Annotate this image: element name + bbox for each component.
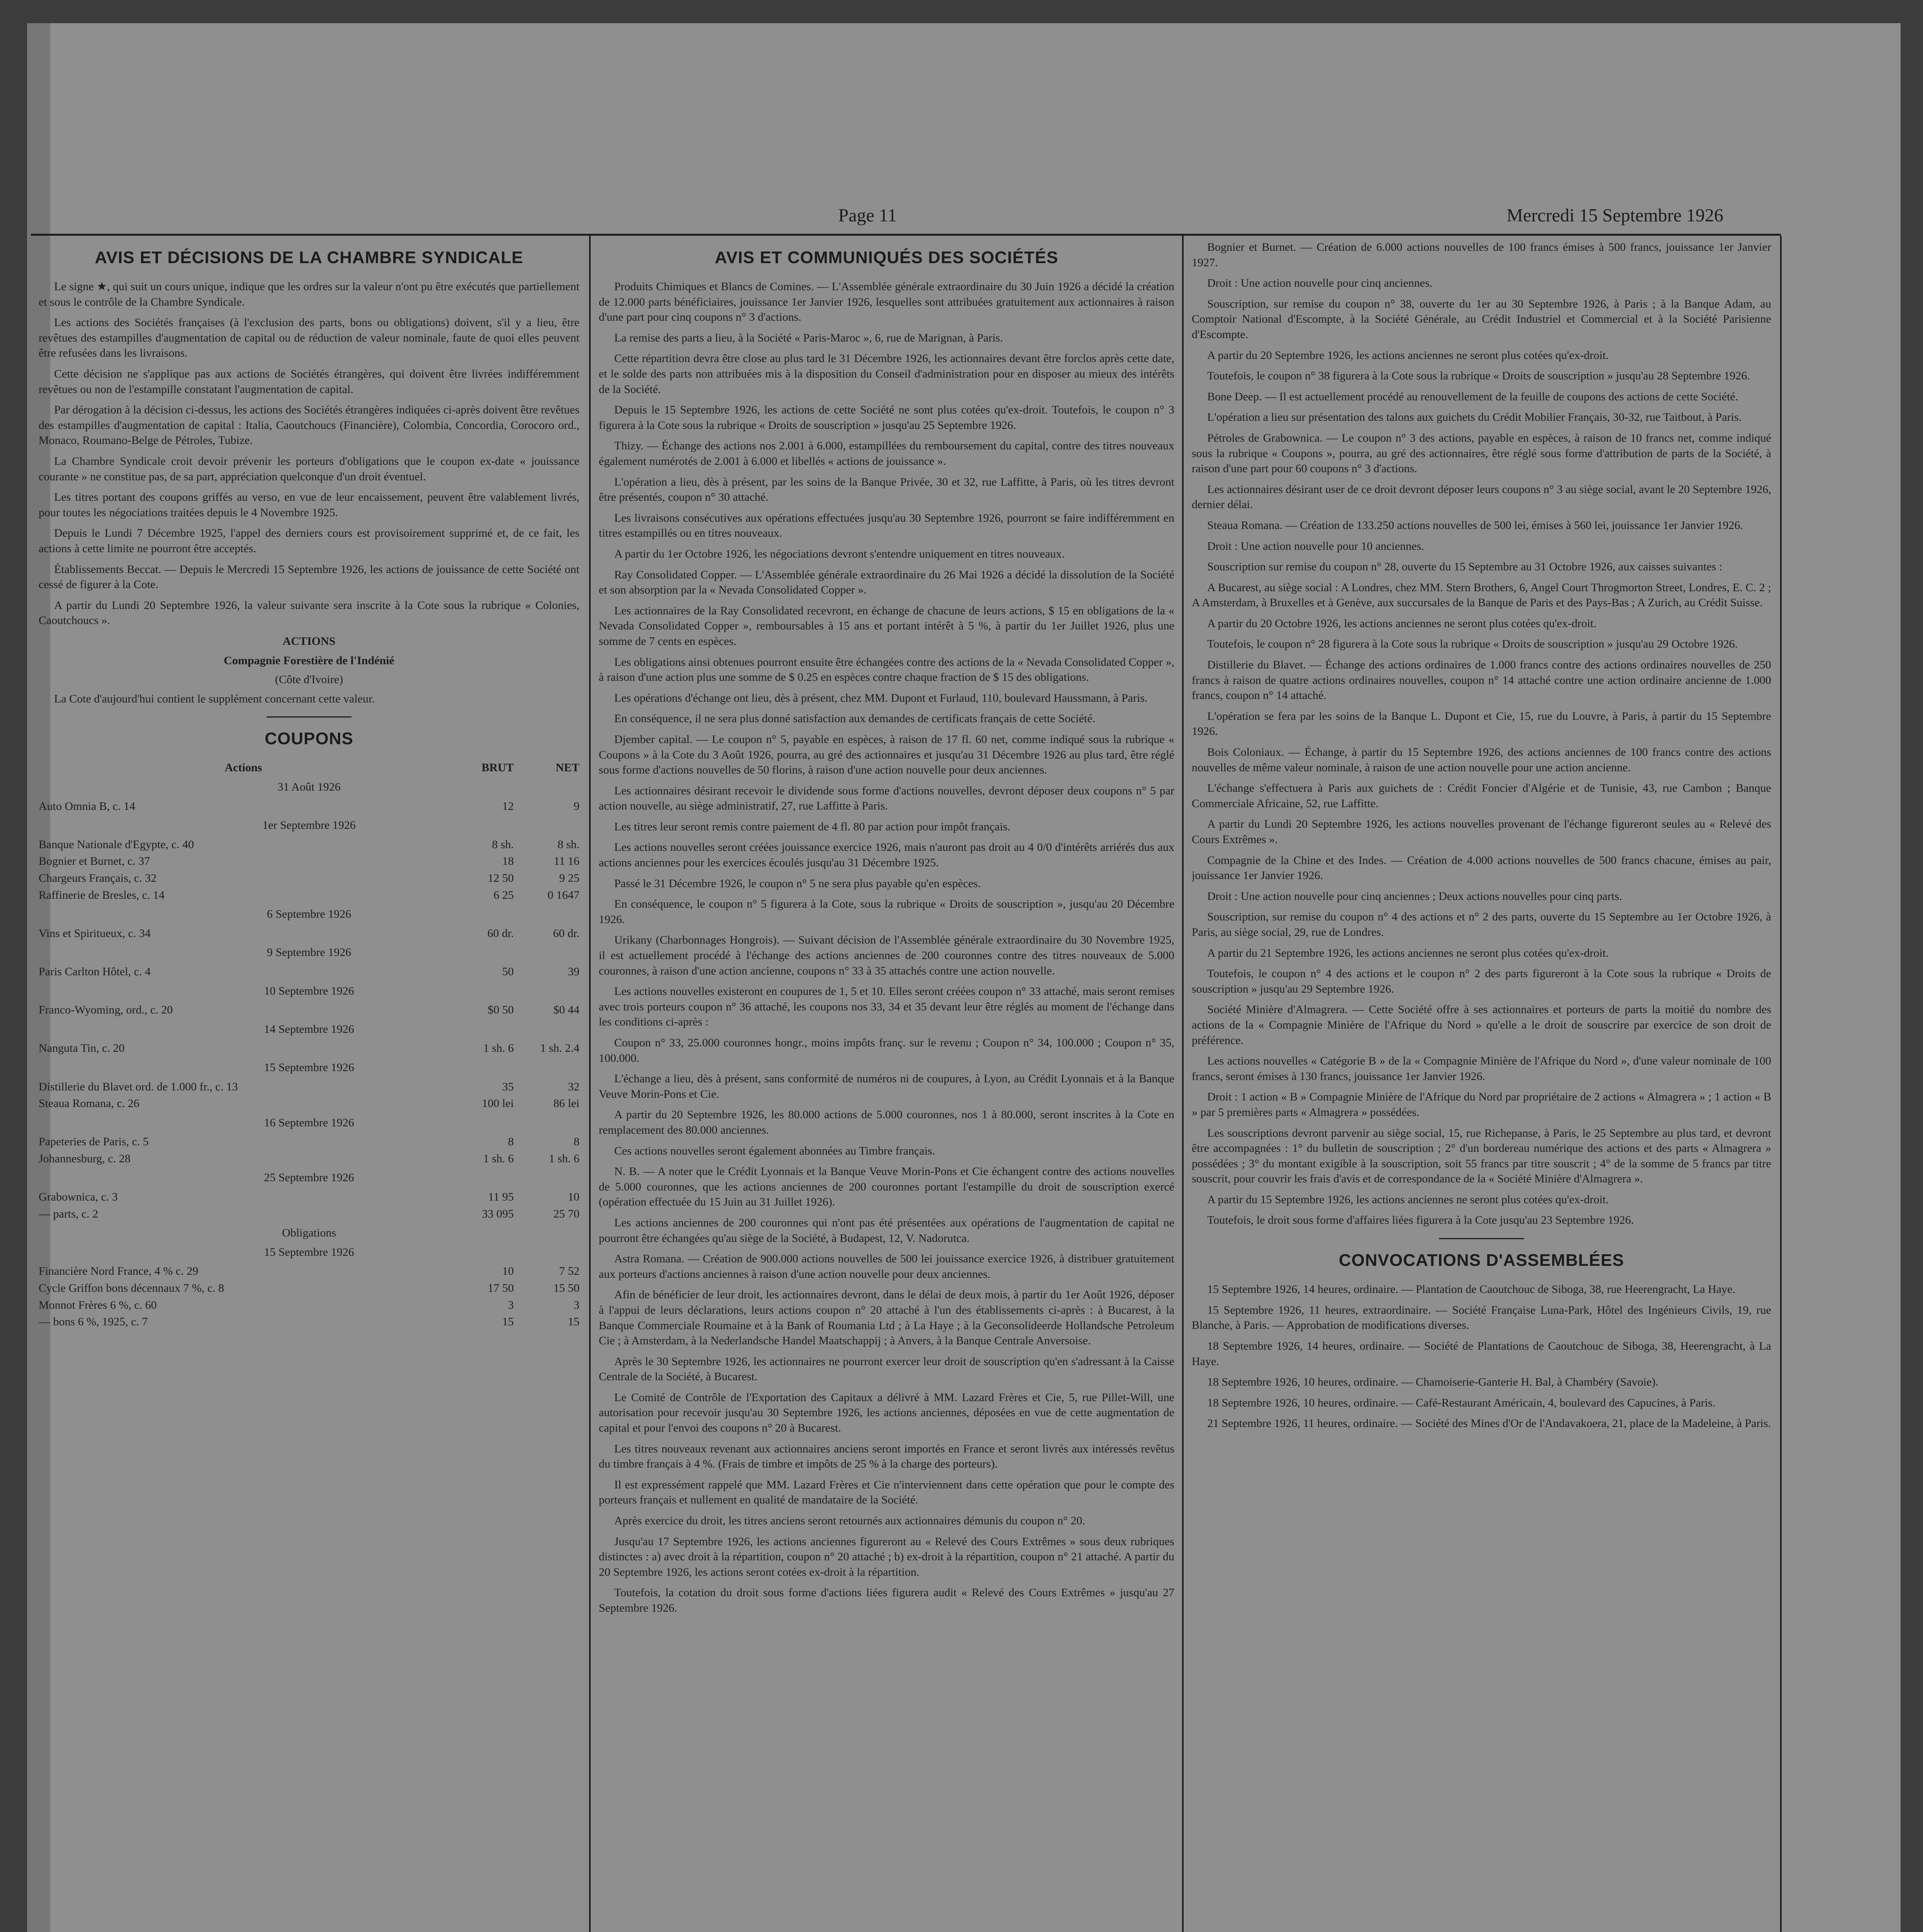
coupons-date-heading: 9 Septembre 1926 bbox=[267, 946, 352, 959]
paragraph: Les actionnaires de la Ray Consolidated recevront, en échange de chacune de leurs actions, $ 15 en obligations de la « Nevada Consolidated Copper », remboursables à 15 ans et portant intérêt à 5 %, à partir du 1er Juillet 1926, plus une somme de 7 cents en espèces. bbox=[599, 604, 1174, 648]
paragraph: A partir du 21 Septembre 1926, les actions anciennes ne seront plus cotées qu'ex-droit. bbox=[1207, 946, 1609, 959]
paragraph: A partir du 20 Septembre 1926, les 80.000 actions de 5.000 couronnes, nos 1 à 80.000, seront inscrites à la Cote en remplacement des 80.000 anciennes. bbox=[599, 1108, 1174, 1136]
paragraph: Passé le 31 Décembre 1926, le coupon n° 5 ne sera plus payable qu'en espèces. bbox=[614, 877, 981, 890]
paragraph: A Bucarest, au siège social : A Londres, chez MM. Stern Brothers, 6, Angel Court Throgmorton Street, Londres, E. C. 2 ; A Amsterdam, à Bruxelles et à Genève, aux succursales de la Banque de Paris et des Pays-Bas ; A Zurich, au Crédit Suisse. bbox=[1192, 581, 1771, 609]
coupon-brut: 17 50 bbox=[488, 1282, 514, 1295]
paragraph: Thizy. — Échange des actions nos 2.001 à 6.000, estampillées du remboursement du capital, contre des titres nouveaux également numérotés de 2.001 à 6.000 et libellés « actions de jouissance ». bbox=[599, 439, 1174, 468]
coupon-label: Banque Nationale d'Egypte, c. 40 bbox=[39, 838, 194, 851]
coupons-date-heading: 16 Septembre 1926 bbox=[264, 1116, 354, 1129]
paragraph: A partir du 20 Septembre 1926, les actions anciennes ne seront plus cotées qu'ex-droit. bbox=[1207, 349, 1609, 362]
coupon-brut: 35 bbox=[502, 1080, 514, 1093]
coupon-net: 0 1647 bbox=[547, 888, 579, 901]
paragraph: Toutefois, le coupon n° 28 figurera à la Cote sous la rubrique « Droits de souscription » jusqu'au 29 Octobre 1926. bbox=[1207, 638, 1738, 651]
paragraph: L'échange s'effectuera à Paris aux guichets de : Crédit Foncier d'Algérie et de Tunisie, 43, rue Cambon ; Banque Commerciale Africaine, 52, rue Laffitte. bbox=[1192, 782, 1771, 810]
paragraph: Établissements Beccat. — Depuis le Mercredi 15 Septembre 1926, les actions de jouissance de cette Société ont cessé de figurer à la Cote. bbox=[39, 563, 579, 591]
coupon-label: Papeteries de Paris, c. 5 bbox=[39, 1135, 149, 1148]
paragraph: Bognier et Burnet. — Création de 6.000 actions nouvelles de 100 francs émises à 500 francs, jouissance 1er Janvier 1927. bbox=[1192, 241, 1771, 269]
paragraph: Afin de bénéficier de leur droit, les actionnaires devront, dans le délai de deux mois, à partir du 1er Août 1926, déposer à l'appui de leurs déclarations, leurs actions coupon n° 20 attaché à l'un des établissements ci-après : à Bucarest, à la Banque Commerciale Roumaine et à la Bank of Roumania Ltd ; à La Haye ; à la Geconsolideerde Hollandsche Petroleum Cie ; à Amsterdam, à la Nederlandsche Handel Maatschappij ; à Anvers, à la Banque Centrale Anversoise. bbox=[599, 1288, 1174, 1347]
paragraph: Les actions nouvelles existeront en coupures de 1, 5 et 10. Elles seront créées coupon n° 33 attaché, mais seront remises avec trois porteurs coupon n° 36 attaché, les coupons nos 33, 34 et 35 devant leur être réglés au moment de l'échange dans les conditions ci-après : bbox=[599, 985, 1174, 1029]
coupons-list bbox=[39, 779, 579, 1330]
coupon-row bbox=[39, 1096, 579, 1111]
paragraph: Droit : Une action nouvelle pour 10 anciennes. bbox=[1207, 539, 1424, 553]
paragraph: Depuis le Lundi 7 Décembre 1925, l'appel des derniers cours est provisoirement supprimé et, de ce fait, les actions à cette limite ne pourront être acceptés. bbox=[39, 527, 579, 555]
coupon-label: Bognier et Burnet, c. 37 bbox=[39, 855, 150, 868]
coupon-net: 9 bbox=[574, 799, 579, 813]
coupon-label: Nanguta Tin, c. 20 bbox=[39, 1042, 125, 1055]
coupon-brut: 100 lei bbox=[482, 1097, 514, 1110]
paragraph: Les livraisons consécutives aux opérations effectuées jusqu'au 30 Septembre 1926, pourront se faire indifféremment en titres estampillés ou en titres nouveaux. bbox=[599, 511, 1174, 540]
paragraph: Droit : Une action nouvelle pour cinq anciennes ; Deux actions nouvelles pour cinq parts. bbox=[1207, 889, 1622, 903]
coupon-row bbox=[39, 1002, 579, 1018]
coupon-net: 32 bbox=[568, 1080, 579, 1093]
coupon-row bbox=[39, 1041, 579, 1056]
coupon-net: 1 sh. 6 bbox=[549, 1152, 579, 1165]
paragraph: L'opération a lieu, dès à présent, par les soins de la Banque Privée, 30 et 32, rue Laffitte, à Paris, où les titres devront être présentés, coupon n° 30 attaché. bbox=[599, 475, 1174, 504]
coupons-date-heading: 15 Septembre 1926 bbox=[264, 1061, 354, 1074]
page-number: Page 11 bbox=[838, 205, 897, 226]
paragraph: Les actions des Sociétés françaises (à l'exclusion des parts, bons ou obligations) doivent, s'il y a lieu, être revêtues des estampilles d'augmentation de capital ou de réduction de valeur nominale, faute de quoi elles peuvent être refusées dans les livraisons. bbox=[39, 316, 579, 360]
communiques-paragraphs bbox=[599, 279, 1174, 1616]
coupons-date-heading: Obligations bbox=[282, 1226, 336, 1240]
coupon-brut: 10 bbox=[502, 1265, 514, 1278]
paragraph: Droit : 1 action « B » Compagnie Minière de l'Afrique du Nord par propriétaire de 2 actions « Almagrera » ; 1 action « B » par 5 premières parts « Almagrera » possédées. bbox=[1192, 1090, 1771, 1119]
coupons-date-heading: 10 Septembre 1926 bbox=[264, 984, 354, 997]
paragraph: Société Minière d'Almagrera. — Cette Société offre à ses actionnaires et porteurs de parts la moitié du nombre des actions de la « Compagnie Minière de l'Afrique du Nord » qu'elle a le droit de souscrire par exercice de son droit de préférence. bbox=[1192, 1003, 1771, 1047]
paragraph: En conséquence, le coupon n° 5 figurera à la Cote, sous la rubrique « Droits de souscription », jusqu'au 20 Décembre 1926. bbox=[599, 898, 1174, 926]
coupon-brut: 60 dr. bbox=[487, 927, 514, 940]
paragraph: Les actionnaires désirant user de ce droit devront déposer leurs coupons n° 3 au siège social, avant le 20 Septembre 1926, dernier délai. bbox=[1192, 483, 1771, 511]
coupon-net: 25 70 bbox=[553, 1207, 579, 1220]
paragraph: Il est expressément rappelé que MM. Lazard Frères et Cie n'interviennent dans cette opération que pour le compte des porteurs français et nullement en qualité de mandataire de la Société. bbox=[599, 1478, 1174, 1507]
coupons-header bbox=[39, 760, 579, 776]
coupon-brut: 12 50 bbox=[488, 871, 514, 884]
coupon-brut: 3 bbox=[508, 1298, 514, 1311]
paragraph: Les obligations ainsi obtenues pourront ensuite être échangées contre des actions de la « Nevada Consolidated Copper », à raison d'une action plus une somme de $ 0.25 en espèces contre chaque fraction de $ 15 des obligations. bbox=[599, 655, 1174, 684]
coupon-row bbox=[39, 1134, 579, 1150]
paragraph: Toutefois, la cotation du droit sous forme d'actions liées figurera audit « Relevé des Cours Extrêmes » jusqu'au 27 Septembre 1926. bbox=[599, 1586, 1174, 1615]
paragraph: 18 Septembre 1926, 14 heures, ordinaire. — Société de Plantations de Caoutchouc de Siboga, 38, Heerengracht, à La Haye. bbox=[1192, 1339, 1771, 1368]
paragraph: Cette décision ne s'applique pas aux actions de Sociétés étrangères, qui doivent être livrées indifféremment revêtues ou non de l'estampille constatant l'augmentation de capital. bbox=[39, 367, 579, 396]
paragraph: 18 Septembre 1926, 10 heures, ordinaire. — Chamoiserie-Ganterie H. Bal, à Chambéry (Savoie). bbox=[1207, 1376, 1658, 1389]
paragraph: Les actions anciennes de 200 couronnes qui n'ont pas été présentées aux opérations de l'augmentation de capital ne pourront être échangées qu'au siège de la Société, à Budapest, 12, V. Nadorutca. bbox=[599, 1216, 1174, 1245]
paragraph: Urikany (Charbonnages Hongrois). — Suivant décision de l'Assemblée générale extraordinaire du 30 Novembre 1925, il est actuellement procédé à l'échange des actions anciennes de 200 couronnes contre des titres nouveaux de 5.000 couronnes, à raison d'une action ancienne, coupons n° 33 à 35 attachés contre une action nouvelle. bbox=[599, 934, 1174, 977]
coupon-label: Johannesburg, c. 28 bbox=[39, 1152, 131, 1165]
paragraph: Ray Consolidated Copper. — L'Assemblée générale extraordinaire du 26 Mai 1926 a décidé la dissolution de la Société et son absorption par la « Nevada Consolidated Copper ». bbox=[599, 568, 1174, 597]
paragraph: Toutefois, le coupon n° 4 des actions et le coupon n° 2 des parts figureront à la Cote sous la rubrique « Droits de souscription » jusqu'au 29 Septembre 1926. bbox=[1192, 967, 1771, 995]
newspaper-page bbox=[27, 23, 1901, 1932]
paragraph: Souscription, sur remise du coupon n° 4 des actions et n° 2 des parts, ouverte du 15 Septembre au 1er Octobre 1926, à Paris, au siège social, 29, rue de Londres. bbox=[1192, 910, 1771, 939]
actions-label: ACTIONS bbox=[282, 634, 336, 648]
coupons-col-brut: BRUT bbox=[481, 761, 514, 774]
paragraph: 15 Septembre 1926, 14 heures, ordinaire. — Plantation de Caoutchouc de Siboga, 38, rue Heerengracht, La Haye. bbox=[1207, 1283, 1736, 1296]
separator bbox=[1439, 1238, 1524, 1239]
coupon-label: Auto Omnia B, c. 14 bbox=[39, 799, 135, 813]
column-rule-1 bbox=[589, 236, 591, 1932]
paragraph: Les actionnaires désirant recevoir le dividende sous forme d'actions nouvelles, devront déposer deux coupons n° 5 par action nouvelle, au siège administratif, 27, rue Laffitte à Paris. bbox=[599, 784, 1174, 813]
paragraph: Bois Coloniaux. — Échange, à partir du 15 Septembre 1926, des actions anciennes de 100 francs contre des actions nouvelles de même valeur nominale, à raison de une action nouvelle pour une action ancienne. bbox=[1192, 746, 1771, 774]
coupon-net: 9 25 bbox=[559, 871, 579, 884]
convocations-title: CONVOCATIONS D'ASSEMBLÉES bbox=[1339, 1251, 1624, 1270]
coupon-label: Raffinerie de Bresles, c. 14 bbox=[39, 888, 165, 901]
coupon-row bbox=[39, 888, 579, 903]
coupon-row bbox=[39, 837, 579, 852]
coupon-net: 7 52 bbox=[559, 1265, 579, 1278]
paragraph: Les actions nouvelles « Catégorie B » de la « Compagnie Minière de l'Afrique du Nord », d'une valeur nominale de 100 francs, seront émises à 130 francs, jouissance 1er Janvier 1926. bbox=[1192, 1054, 1771, 1083]
coupon-brut: 18 bbox=[502, 855, 514, 868]
coupon-net: 60 dr. bbox=[553, 927, 579, 940]
coupon-label: Steaua Romana, c. 26 bbox=[39, 1097, 139, 1110]
coupon-net: $0 44 bbox=[553, 1003, 579, 1017]
paragraph: Souscription, sur remise du coupon n° 38, ouverte du 1er au 30 Septembre 1926, à Paris ; à la Banque Adam, au Comptoir National d'Escompte, à la Société Générale, au Crédit Industriel et Commercial et à la Société Parisienne d'Escompte. bbox=[1192, 297, 1771, 341]
societes-column-right bbox=[1192, 240, 1771, 1932]
top-rule bbox=[31, 234, 1781, 236]
coupons-col-net: NET bbox=[555, 761, 579, 774]
paragraph: Les actions nouvelles seront créées jouissance exercice 1926, mais n'auront pas droit au 4 0/0 d'intérêts arriérés dus aux actions anciennes pour les exercices écoulés jusqu'au 31 Décembre 1925. bbox=[599, 841, 1174, 869]
chambre-syndicale-column bbox=[39, 240, 579, 1932]
coupon-net: 15 50 bbox=[553, 1282, 579, 1295]
coupon-brut: 1 sh. 6 bbox=[483, 1152, 514, 1165]
communiques-title: AVIS ET COMMUNIQUÉS DES SOCIÉTÉS bbox=[715, 248, 1058, 267]
coupons-date-heading: 31 Août 1926 bbox=[277, 781, 341, 793]
coupon-label: Vins et Spiritueux, c. 34 bbox=[39, 927, 151, 940]
coupon-brut: 50 bbox=[502, 965, 514, 978]
coupon-row bbox=[39, 854, 579, 869]
coupon-row bbox=[39, 1206, 579, 1222]
paragraph: Produits Chimiques et Blancs de Comines. — L'Assemblée générale extraordinaire du 30 Juin 1926 a décidé la création de 12.000 parts bénéficiaires, jouissance 1er Janvier 1926, lesquelles sont attribuées gratuitement aux actionnaires à raison d'une part pour cinq coupons n° 3 d'actions. bbox=[599, 280, 1174, 324]
coupon-label: — bons 6 %, 1925, c. 7 bbox=[39, 1315, 148, 1328]
coupon-row bbox=[39, 1189, 579, 1205]
coupon-net: 86 lei bbox=[553, 1097, 579, 1110]
coupon-net: 39 bbox=[568, 965, 579, 978]
paragraph: Djember capital. — Le coupon n° 5, payable en espèces, à raison de 17 fl. 60 net, comme indiqué sous la rubrique « Coupons » à la Cote du 3 Août 1926, pourra, au gré des actionnaires et jusqu'au 31 Décembre 1926 au plus tard, être réglé sous forme d'actions nouvelles de 50 florins, à raison d'une action nouvelle pour deux anciennes. bbox=[599, 733, 1174, 777]
paragraph: Ces actions nouvelles seront également abonnées au Timbre français. bbox=[614, 1144, 935, 1157]
paragraph: Les titres portant des coupons griffés au verso, en vue de leur encaissement, peuvent être valablement livrés, pour toutes les négociations traitées depuis le 4 Novembre 1925. bbox=[39, 491, 579, 519]
paragraph: En conséquence, il ne sera plus donné satisfaction aux demandes de certificats français de cette Société. bbox=[614, 712, 1096, 725]
coupons-title: COUPONS bbox=[265, 729, 353, 748]
coupon-brut: 1 sh. 6 bbox=[483, 1042, 514, 1055]
paragraph: Bone Deep. — Il est actuellement procédé au renouvellement de la feuille de coupons des actions de cette Société. bbox=[1207, 390, 1738, 403]
paragraph: La Chambre Syndicale croit devoir prévenir les porteurs d'obligations que le coupon ex-date « jouissance courante » ne constitue pas, de sa part, appréciation quelconque d'un droit éventuel. bbox=[39, 455, 579, 483]
paragraph: Jusqu'au 17 Septembre 1926, les actions anciennes figureront au « Relevé des Cours Extrêmes » sous deux rubriques distinctes : a) avec droit à la répartition, coupon n° 20 attaché ; b) ex-droit à la répartition, coupon n° 21 attaché. A partir du 20 Septembre 1926, les actions seront cotées ex-droit à la répartition. bbox=[599, 1535, 1174, 1578]
coupon-row bbox=[39, 1151, 579, 1167]
coupon-row bbox=[39, 1298, 579, 1313]
coupon-label: Monnot Frères 6 %, c. 60 bbox=[39, 1298, 157, 1311]
page-date: Mercredi 15 Septembre 1926 bbox=[1507, 205, 1724, 226]
chambre-syndicale-title: AVIS ET DÉCISIONS DE LA CHAMBRE SYNDICALE bbox=[95, 248, 523, 267]
paragraph: Astra Romana. — Création de 900.000 actions nouvelles de 500 lei jouissance exercice 1926, à distribuer gratuitement aux porteurs d'actions anciennes à raison d'une action nouvelle pour deux anciennes. bbox=[599, 1252, 1174, 1281]
paragraph: 21 Septembre 1926, 11 heures, ordinaire. — Société des Mines d'Or de l'Andavakoera, 21, place de la Madeleine, à Paris. bbox=[1207, 1417, 1771, 1430]
paragraph: A partir du Lundi 20 Septembre 1926, la valeur suivante sera inscrite à la Cote sous la rubrique « Colonies, Caoutchoucs ». bbox=[39, 599, 579, 627]
coupon-row bbox=[39, 1079, 579, 1095]
paragraph: Souscription sur remise du coupon n° 28, ouverte du 15 Septembre au 31 Octobre 1926, aux caisses suivantes : bbox=[1207, 560, 1723, 573]
paragraph: La remise des parts a lieu, à la Société « Paris-Maroc », 6, rue de Marignan, à Paris. bbox=[614, 331, 1003, 344]
coupon-label: Franco-Wyoming, ord., c. 20 bbox=[39, 1003, 173, 1017]
coupon-row bbox=[39, 1281, 579, 1296]
coupons-date-heading: 6 Septembre 1926 bbox=[267, 908, 352, 921]
coupon-brut: $0 50 bbox=[488, 1003, 514, 1017]
paragraph: A partir du 15 Septembre 1926, les actions anciennes ne seront plus cotées qu'ex-droit. bbox=[1207, 1193, 1609, 1206]
coupon-brut: 11 95 bbox=[488, 1190, 514, 1204]
coupon-label: Financière Nord France, 4 % c. 29 bbox=[39, 1265, 199, 1278]
communiques-column bbox=[599, 240, 1174, 1932]
paragraph: Le signe ★, qui suit un cours unique, indique que les ordres sur la valeur n'ont pu être exécutés que partiellement et sous le contrôle de la Chambre Syndicale. bbox=[39, 280, 579, 308]
coupon-net: 11 16 bbox=[554, 855, 579, 868]
supplement-note: La Cote d'aujourd'hui contient le supplément concernant cette valeur. bbox=[54, 692, 375, 705]
paragraph: Toutefois, le coupon n° 38 figurera à la Cote sous la rubrique « Droits de souscription » jusqu'au 28 Septembre 1926. bbox=[1207, 369, 1750, 383]
coupon-label: Distillerie du Blavet ord. de 1.000 fr., c. 13 bbox=[39, 1080, 238, 1093]
paragraph: A partir du 1er Octobre 1926, les négociations devront s'entendre uniquement en titres nouveaux. bbox=[614, 547, 1065, 560]
paragraph: Cette répartition devra être close au plus tard le 31 Décembre 1926, les actionnaires devant être forclos après cette date, et le solde des parts non attribuées mis à la disposition du Conseil d'administration pour en disposer au mieux des intérêts de la Société. bbox=[599, 352, 1174, 396]
coupon-label: Grabownica, c. 3 bbox=[39, 1190, 118, 1204]
coupon-net: 3 bbox=[574, 1298, 579, 1311]
paragraph: Après le 30 Septembre 1926, les actionnaires ne pourront exercer leur droit de souscription qu'en s'adressant à la Caisse Centrale de la Société, à Bucarest. bbox=[599, 1355, 1174, 1383]
coupon-row bbox=[39, 1264, 579, 1279]
coupon-brut: 8 sh. bbox=[492, 838, 514, 851]
paragraph: Les titres leur seront remis contre paiement de 4 fl. 80 par action pour impôt français. bbox=[614, 820, 1011, 833]
separator bbox=[267, 716, 352, 718]
paragraph: Les opérations d'échange ont lieu, dès à présent, chez MM. Dupont et Furlaud, 110, boulevard Haussmann, à Paris. bbox=[614, 691, 1148, 704]
coupon-brut: 6 25 bbox=[493, 888, 514, 901]
coupons-date-heading: 15 Septembre 1926 bbox=[264, 1245, 354, 1259]
coupons-col-actions: Actions bbox=[224, 761, 262, 774]
coupon-brut: 8 bbox=[508, 1135, 514, 1148]
coupon-label: Chargeurs Français, c. 32 bbox=[39, 871, 157, 884]
coupon-label: — parts, c. 2 bbox=[39, 1207, 99, 1220]
right-paragraphs bbox=[1192, 240, 1771, 1228]
coupon-net: 8 sh. bbox=[557, 838, 579, 851]
right-frame-rule bbox=[1780, 236, 1782, 1932]
convocations-list bbox=[1192, 1282, 1771, 1431]
column-rule-2 bbox=[1182, 236, 1184, 1932]
coupon-net: 15 bbox=[568, 1315, 579, 1328]
coupon-brut: 15 bbox=[502, 1315, 514, 1328]
paragraph: L'opération se fera par les soins de la Banque L. Dupont et Cie, 15, rue du Louvre, à Paris, à partir du 15 Septembre 1926. bbox=[1192, 709, 1771, 738]
coupons-date-heading: 1er Septembre 1926 bbox=[262, 819, 356, 832]
coupon-net: 1 sh. 2.4 bbox=[540, 1042, 579, 1055]
chambre-syndicale-notices bbox=[39, 279, 579, 628]
paragraph: Toutefois, le droit sous forme d'affaires liées figurera à la Cote jusqu'au 23 Septembre 1926. bbox=[1207, 1214, 1634, 1227]
paragraph: Pétroles de Grabownica. — Le coupon n° 3 des actions, payable en espèces, à raison de 10 francs net, comme indiqué sous la rubrique « Coupons », pourra, au gré des actionnaires, être réglé sous forme d'attribution de parts de la Société, à raison d'une part pour 60 coupons n° 3 d'actions. bbox=[1192, 431, 1771, 475]
paragraph: Steaua Romana. — Création de 133.250 actions nouvelles de 500 lei, émises à 560 lei, jouissance 1er Janvier 1926. bbox=[1207, 519, 1743, 532]
coupon-label: Paris Carlton Hôtel, c. 4 bbox=[39, 965, 151, 978]
coupon-row bbox=[39, 871, 579, 886]
coupon-row bbox=[39, 926, 579, 941]
coupon-brut: 12 bbox=[502, 799, 514, 813]
paragraph: L'opération a lieu sur présentation des talons aux guichets du Crédit Mobilier Français, 30-32, rue Taitbout, à Paris. bbox=[1207, 411, 1742, 424]
paragraph: Droit : Une action nouvelle pour cinq anciennes. bbox=[1207, 277, 1433, 290]
coupon-row bbox=[39, 1314, 579, 1330]
coupon-row bbox=[39, 964, 579, 980]
coupon-label: Cycle Griffon bons décennaux 7 %, c. 8 bbox=[39, 1282, 224, 1295]
company-subtitle: (Côte d'Ivoire) bbox=[275, 673, 343, 686]
paragraph: Les souscriptions devront parvenir au siège social, 15, rue Richepanse, à Paris, le 25 Septembre au plus tard, et devront être accompagnées : 1° du bulletin de souscription ; 2° d'un bordereau numérique des actions et des parts « Almagrera » possédées ; 3° du montant exigible à la souscription, soit 55 francs par titre souscrit ; 4° de la somme de 5 francs par titre souscrit, pour couvrir les frais d'avis et de correspondance de la « Société Minière d'Almagrera ». bbox=[1192, 1126, 1771, 1185]
paragraph: L'échange a lieu, dès à présent, sans conformité de numéros ni de coupures, à Lyon, au Crédit Lyonnais et à la Banque Veuve Morin-Pons et Cie. bbox=[599, 1072, 1174, 1100]
paragraph: Les titres nouveaux revenant aux actionnaires anciens seront importés en France et seront livrés aux intéressés revêtus du timbre français à 4 %. (Frais de timbre et impôts de 25 % à la charge des porteurs). bbox=[599, 1442, 1174, 1471]
coupon-row bbox=[39, 799, 579, 814]
coupons-date-heading: 25 Septembre 1926 bbox=[264, 1171, 354, 1184]
paragraph: Par dérogation à la décision ci-dessus, les actions des Sociétés étrangères indiquées ci-après doivent être revêtues des estampilles d'augmentation de capital : Italia, Caoutchoucs (Financière), Colombia, Concordia, Corocoro ord., Monaco, Roumano-Belge de Pétroles, Tubize. bbox=[39, 403, 579, 447]
paragraph: Distillerie du Blavet. — Échange des actions ordinaires de 1.000 francs contre des actions ordinaires nouvelles de 250 francs à raison de quatre actions ordinaires nouvelles, coupon n° 14 attaché contre une action ordinaire ancienne de 1.000 francs, coupon n° 14 attaché. bbox=[1192, 658, 1771, 702]
paragraph: N. B. — A noter que le Crédit Lyonnais et la Banque Veuve Morin-Pons et Cie échangent contre des actions nouvelles de 5.000 couronnes, que les actions anciennes de 200 couronnes portant l'estampille du droit de souscription exercé (opération effectuée du 15 Juin au 31 Juillet 1926). bbox=[599, 1165, 1174, 1209]
coupon-net: 10 bbox=[568, 1190, 579, 1204]
paragraph: Après exercice du droit, les titres anciens seront retournés aux actionnaires démunis du coupon n° 20. bbox=[614, 1514, 1086, 1527]
paragraph: A partir du 20 Octobre 1926, les actions anciennes ne seront plus cotées qu'ex-droit. bbox=[1207, 617, 1597, 630]
paragraph: Compagnie de la Chine et des Indes. — Création de 4.000 actions nouvelles de 500 francs chacune, émises au pair, jouissance 1er Janvier 1926. bbox=[1192, 854, 1771, 882]
company-name: Compagnie Forestière de l'Indénié bbox=[224, 654, 394, 667]
paragraph: A partir du Lundi 20 Septembre 1926, les actions nouvelles provenant de l'échange figureront seules au « Relevé des Cours Extrêmes ». bbox=[1192, 818, 1771, 846]
paragraph: Coupon n° 33, 25.000 couronnes hongr., moins impôts franç. sur le revenu ; Coupon n° 34, 100.000 ; Coupon n° 35, 100.000. bbox=[599, 1036, 1174, 1065]
paragraph: 18 Septembre 1926, 10 heures, ordinaire. — Café-Restaurant Américain, 4, boulevard des Capucines, à Paris. bbox=[1207, 1396, 1716, 1409]
coupon-brut: 33 095 bbox=[482, 1207, 514, 1220]
coupons-date-heading: 14 Septembre 1926 bbox=[264, 1022, 354, 1036]
paragraph: Le Comité de Contrôle de l'Exportation des Capitaux a délivré à MM. Lazard Frères et Cie, 5, rue Pillet-Will, une autorisation pour recevoir jusqu'au 30 Septembre 1926, les actions anciennes, déposées en vue de cette augmentation de capital et pour l'envoi des coupons n° 20 à Bucarest. bbox=[599, 1391, 1174, 1435]
paragraph: 15 Septembre 1926, 11 heures, extraordinaire. — Société Française Luna-Park, Hôtel des Ingénieurs Civils, 19, rue Blanche, à Paris. — Approbation de modifications diverses. bbox=[1192, 1303, 1771, 1332]
coupon-net: 8 bbox=[574, 1135, 579, 1148]
paragraph: Depuis le 15 Septembre 1926, les actions de cette Société ne sont plus cotées qu'ex-droit. Toutefois, le coupon n° 3 figurera à la Cote sous la rubrique « Droits de souscription » jusqu'au 25 Septembre 1926. bbox=[599, 403, 1174, 432]
